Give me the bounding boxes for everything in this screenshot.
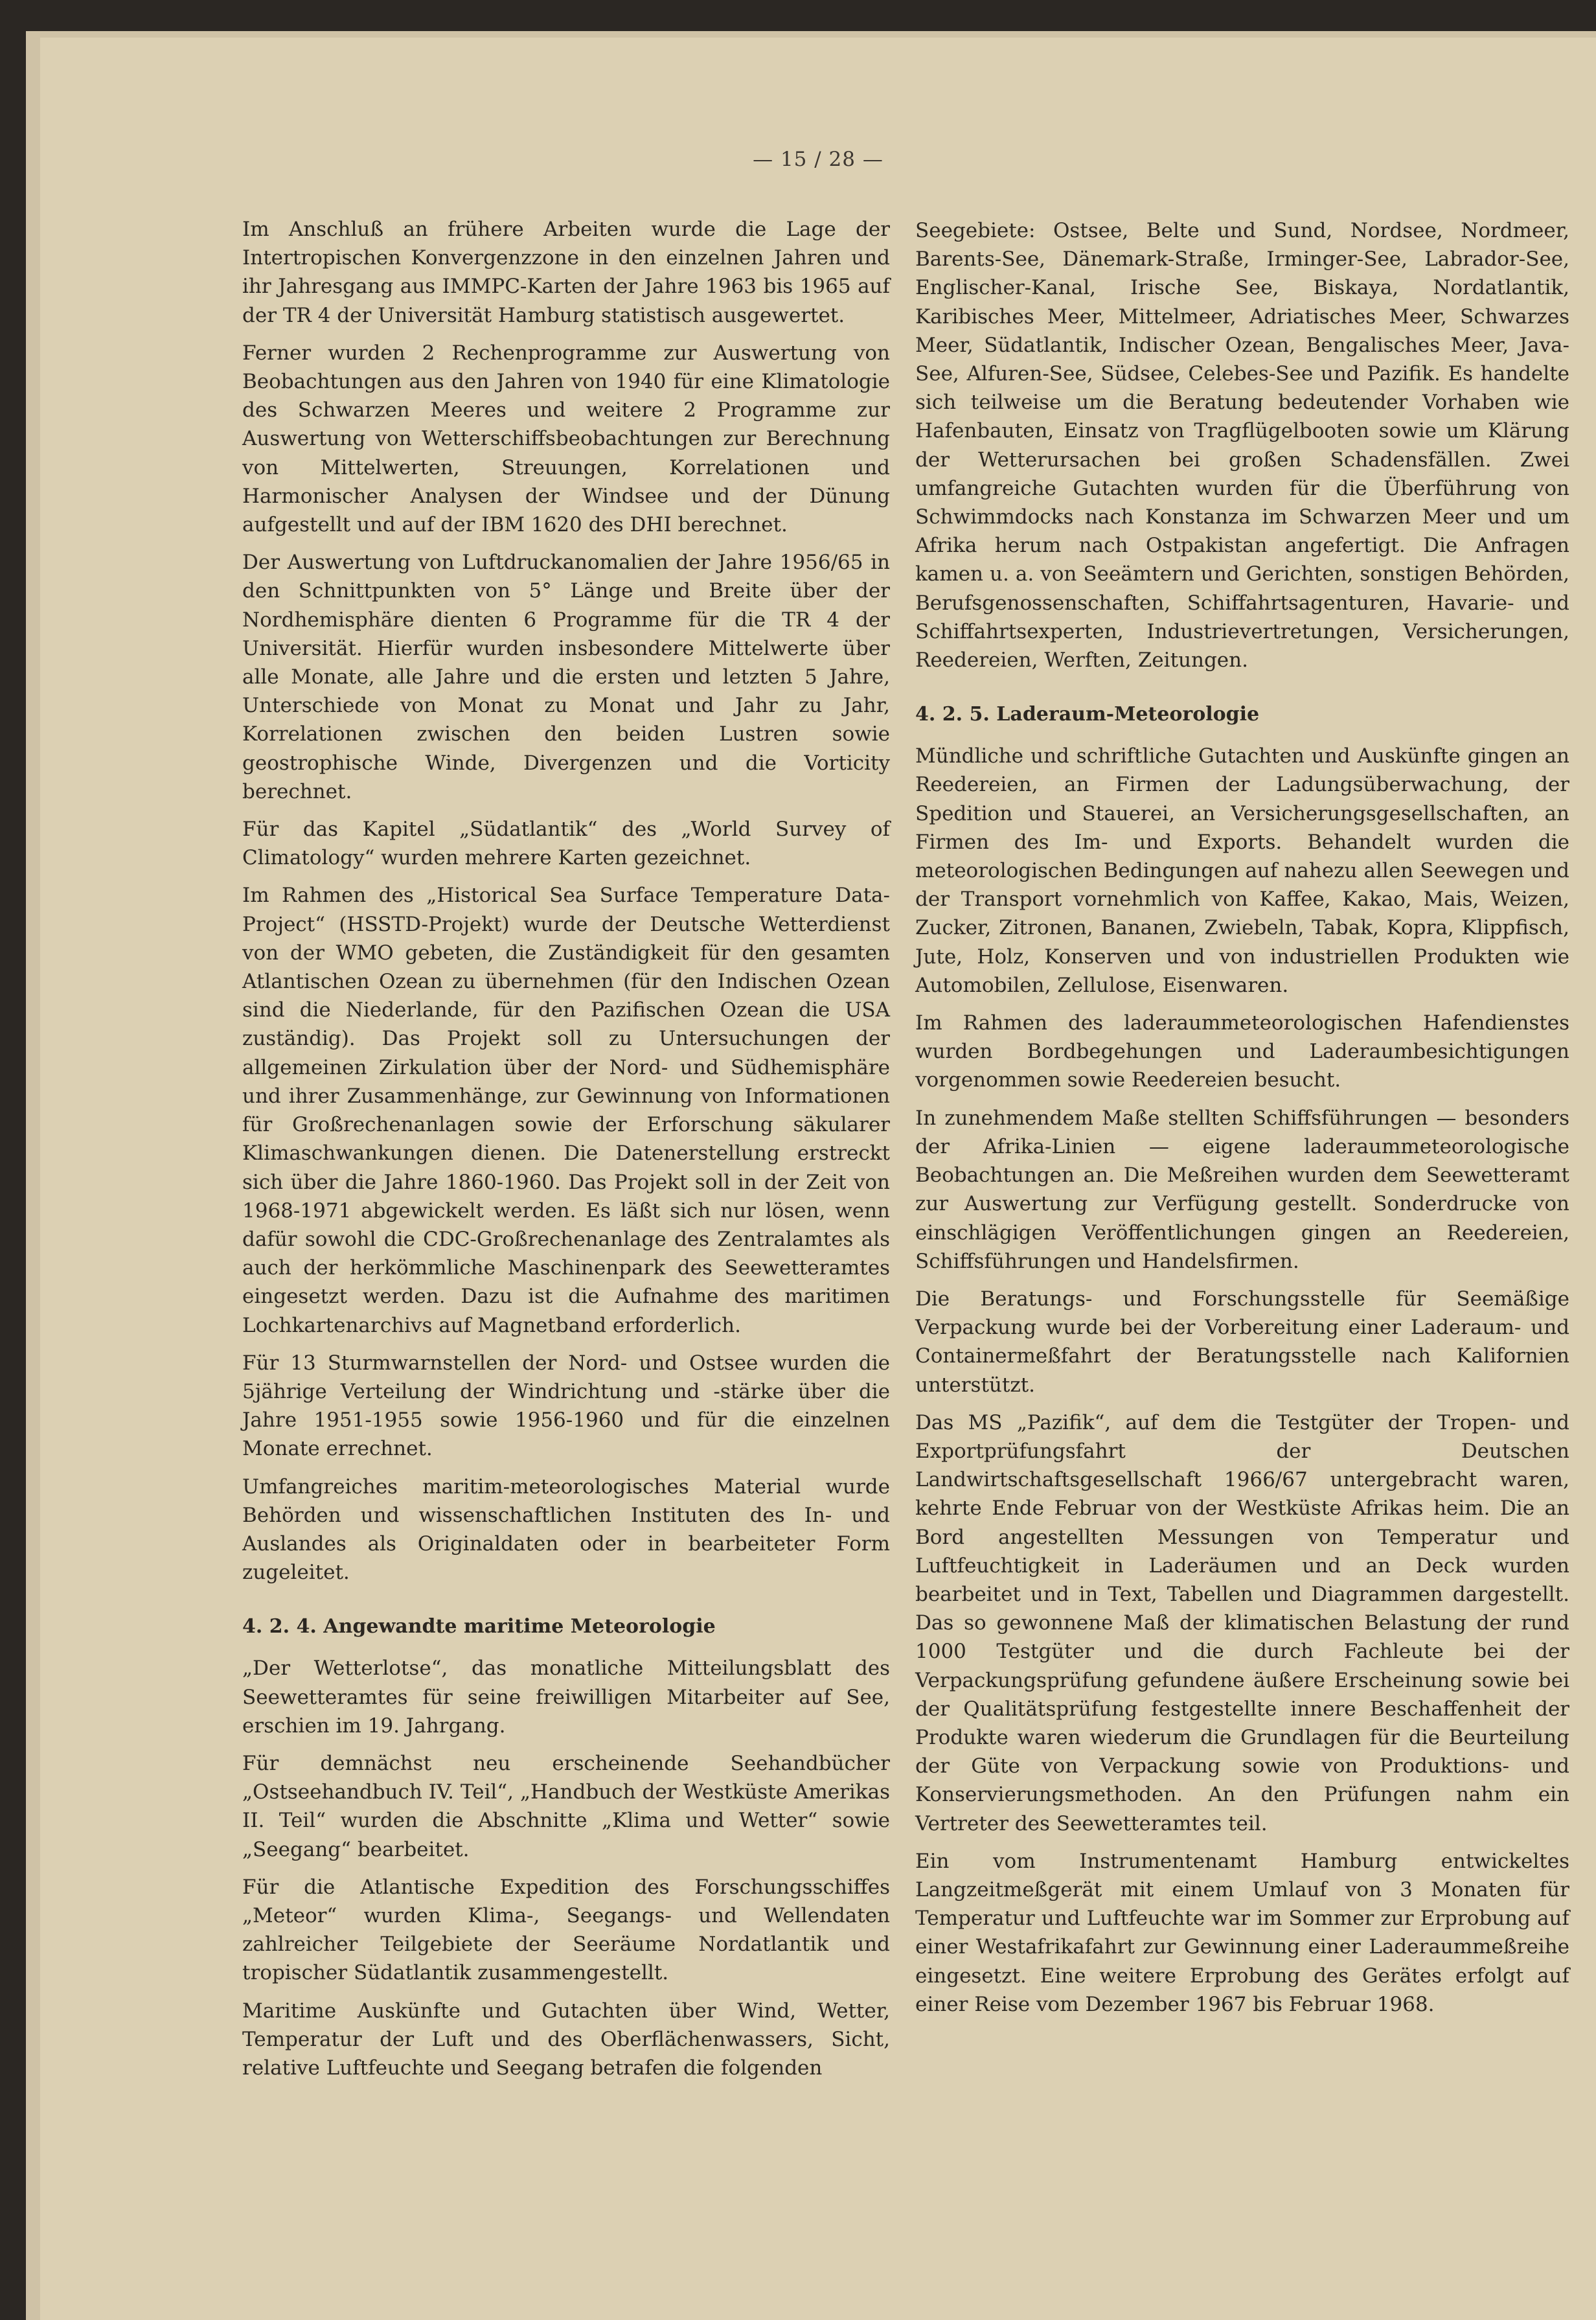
paragraph: Mündliche und schriftliche Gutachten und Auskünfte gingen an Reedereien, an Firmen der Ladungsüberwachung, der Spedition und Stauerei, an Versicherungsgesellschaften, an Firmen des Im- und Exports. Behandelt wurden die meteorologischen Bedingungen auf nahezu allen Seewegen und der Transport vornehmlich von Kaffee, Kakao, Mais, Weizen, Zucker, Zitronen, Bananen, Zwiebeln, Tabak, Kopra, Klippfisch, Jute, Holz, Konserven und von industriellen Produkten wie Automobilen, Zellulose, Eisenwaren. — [915, 744, 1569, 997]
section-heading: 4. 2. 5. Laderaum-Meteorologie — [915, 703, 1260, 726]
paragraph: Für demnächst neu erscheinende Seehandbücher „Ostseehandbuch IV. Teil“, „Handbuch der Westküste Amerikas II. Teil“ wurden die Abschnitte „Klima und Wetter“ sowie „Seegang“ bearbeitet. — [242, 1751, 890, 1861]
paragraph: Ein vom Instrumentenamt Hamburg entwickeltes Langzeitmeßgerät mit einem Umlauf von 3 Monaten für Temperatur und Luftfeuchte war im Sommer zur Erprobung auf einer Westafrikafahrt zur Gewinnung einer Laderaummeßreihe eingesetzt. Eine weitere Erprobung des Gerätes erfolgt auf einer Reise vom Dezember 1967 bis Februar 1968. — [915, 1849, 1569, 2016]
paragraph: Umfangreiches maritim-meteorologisches Material wurde Behörden und wissenschaftlichen Instituten des In- und Auslandes als Originaldaten oder in bearbeiteter Form zugeleitet. — [242, 1475, 890, 1585]
paragraph: „Der Wetterlotse“, das monatliche Mitteilungsblatt des Seewetteramtes für seine freiwilligen Mitarbeiter auf See, erschien im 19. Jahrgang. — [242, 1657, 890, 1738]
left-column — [242, 215, 890, 2091]
paragraph: Für 13 Sturmwarnstellen der Nord- und Ostsee wurden die 5jährige Verteilung der Windrichtung und -stärke über die Jahre 1951-1955 sowie 1956-1960 und für die einzelnen Monate errechnet. — [242, 1351, 890, 1461]
paragraph: Im Anschluß an frühere Arbeiten wurde die Lage der Intertropischen Konvergenzzone in den einzelnen Jahren und ihr Jahresgang aus IMMPC-Karten der Jahre 1963 bis 1965 auf der TR 4 der Universität Hamburg statistisch ausgewertet. — [242, 218, 890, 327]
paragraph: In zunehmendem Maße stellten Schiffsführungen — besonders der Afrika-Linien — eigene laderaummeteorologische Beobachtungen an. Die Meßreihen wurden dem Seewetteramt zur Auswertung zur Verfügung gestellt. Sonderdrucke von einschlägigen Veröffentlichungen gingen an Reedereien, Schiffsführungen und Handelsfirmen. — [915, 1106, 1569, 1273]
paragraph: Die Beratungs- und Forschungsstelle für Seemäßige Verpackung wurde bei der Vorbereitung einer Laderaum- und Containermeßfahrt der Beratungsstelle nach Kalifornien unterstützt. — [915, 1287, 1569, 1397]
paragraph: Für das Kapitel „Südatlantik“ des „World Survey of Climatology“ wurden mehrere Karten gezeichnet. — [242, 818, 890, 870]
page-number: — 15 / 28 — — [753, 148, 884, 171]
paragraph: Ferner wurden 2 Rechenprogramme zur Auswertung von Beobachtungen aus den Jahren von 1940 für eine Klimatologie des Schwarzen Meeres und weitere 2 Programme zur Auswertung von Wetterschiffsbeobachtungen zur Berechnung von Mittelwerten, Streuungen, Korrelationen und Harmonischer Analysen der Windsee und der Dünung aufgestellt und auf der IBM 1620 des DHI berechnet. — [242, 341, 890, 537]
paragraph: Der Auswertung von Luftdruckanomalien der Jahre 1956/65 in den Schnittpunkten von 5° Länge und Breite über der Nordhemisphäre dienten 6 Programme für die TR 4 der Universität. Hierfür wurden insbesondere Mittelwerte über alle Monate, alle Jahre und die ersten und letzten 5 Jahre, Unterschiede von Monat zu Monat und Jahr zu Jahr, Korrelationen zwischen den beiden Lustren sowie geostrophische Winde, Divergenzen und die Vorticity berechnet. — [242, 551, 890, 803]
paragraph: Im Rahmen des „Historical Sea Surface Temperature Data-Project“ (HSSTD-Projekt) wurde der Deutsche Wetterdienst von der WMO gebeten, die Zuständigkeit für den gesamten Atlantischen Ozean zu übernehmen (für den Indischen Ozean sind die Niederlande, für den Pazifischen Ozean die USA zuständig). Das Projekt soll zu Untersuchungen der allgemeinen Zirkulation über der Nord- und Südhemisphäre und ihrer Zusammenhänge, zur Gewinnung von Informationen für Großrechenanlagen sowie der Erforschung säkularer Klimaschwankungen dienen. Die Datenerstellung erstreckt sich über die Jahre 1860-1960. Das Projekt soll in der Zeit von 1968-1971 abgewickelt werden. Es läßt sich nur lösen, wenn dafür sowohl die CDC-Großrechenanlage des Zentralamtes als auch der herkömmliche Maschinenpark des Seewetteramtes eingesetzt werden. Dazu ist die Aufnahme des maritimen Lochkartenarchivs auf Magnetband erforderlich. — [242, 884, 890, 1337]
section-heading: 4. 2. 4. Angewandte maritime Meteorologie — [242, 1615, 716, 1638]
paragraph: Für die Atlantische Expedition des Forschungsschiffes „Meteor“ wurden Klima-, Seegangs- und Wellendaten zahlreicher Teilgebiete der Seeräume Nordatlantik und tropischer Südatlantik zusammengestellt. — [242, 1875, 890, 1985]
paragraph: Das MS „Pazifik“, auf dem die Testgüter der Tropen- und Exportprüfungsfahrt der Deutschen Landwirtschaftsgesellschaft 1966/67 untergebracht waren, kehrte Ende Februar von der Westküste Afrikas heim. Die an Bord angestellten Messungen von Temperatur und Luftfeuchtigkeit in Laderäumen und an Deck wurden bearbeitet und in Text, Tabellen und Diagrammen dargestellt. Das so gewonnene Maß der klimatischen Belastung der rund 1000 Testgüter und die durch Fachleute bei der Verpackungsprüfung gefundene äußere Erscheinung sowie bei der Qualitätsprüfung festgestellte innere Beschaffenheit der Produkte waren wiederum die Grundlagen für die Beurteilung der Güte von Verpackung sowie von Produktions- und Konservierungsmethoden. An den Prüfungen nahm ein Vertreter des Seewetteramtes teil. — [915, 1410, 1569, 1835]
paragraph: Seegebiete: Ostsee, Belte und Sund, Nordsee, Nordmeer, Barents-See, Dänemark-Straße, Irminger-See, Labrador-See, Englischer-Kanal, Irische See, Biskaya, Nordatlantik, Karibisches Meer, Mittelmeer, Adriatisches Meer, Schwarzes Meer, Südatlantik, Indischer Ozean, Bengalisches Meer, Java-See, Alfuren-See, Südsee, Celebes-See und Pazifik. Es handelte sich teilweise um die Beratung bedeutender Vorhaben wie Hafenbauten, Einsatz von Tragflügelbooten sowie um Klärung der Wetterursachen bei großen Schadensfällen. Zwei umfangreiche Gutachten wurden für die Überführung von Schwimmdocks nach Konstanza im Schwarzen Meer und um Afrika herum nach Ostpakistan angefertigt. Die Anfragen kamen u. a. von Seeämtern und Gerichten, sonstigen Behörden, Berufsgenossenschaften, Schiffahrtsagenturen, Havarie- und Schiffahrtsexperten, Industrievertretungen, Versicherungen, Reedereien, Werften, Zeitungen. — [915, 219, 1569, 672]
paragraph: Im Rahmen des laderaummeteorologischen Hafendienstes wurden Bordbegehungen und Laderaumbesichtigungen vorgenommen sowie Reedereien besucht. — [915, 1011, 1569, 1092]
right-column — [915, 216, 1569, 2028]
paragraph: Maritime Auskünfte und Gutachten über Wind, Wetter, Temperatur der Luft und des Oberflächenwassers, Sicht, relative Luftfeuchte und Seegang betrafen die folgenden — [242, 1999, 890, 2080]
document-page — [40, 38, 1596, 2320]
